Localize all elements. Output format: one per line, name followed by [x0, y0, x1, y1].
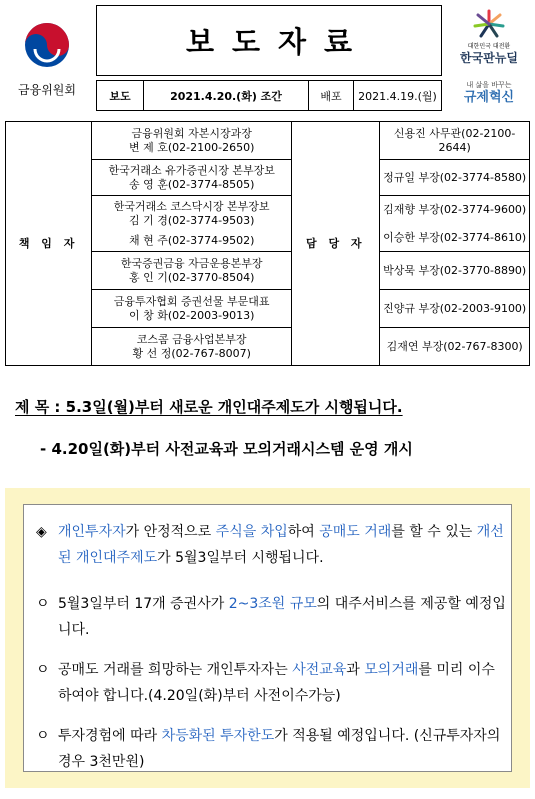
contact-cell: 박상묵 부장(02-3770-8890) [380, 252, 530, 290]
release-label: 보도 [97, 81, 144, 110]
summary-text [36, 519, 506, 571]
taegeuk-emblem-icon [5, 5, 89, 85]
responsible-cell [92, 122, 292, 160]
release-date: 2021.4.20.(화) 조간 [144, 81, 309, 110]
highlighted-text: 2~3조원 규모 [228, 596, 317, 612]
responsible-org: 한국증권금융 자금운용본부장 [120, 256, 263, 270]
body-text: 가 5월3일부터 시행됩니다. [157, 550, 324, 566]
body-text: 의 대주서비스를 제공할 예정입니다. [58, 596, 506, 638]
summary-text [36, 591, 506, 643]
regulation-innovation-logo [448, 81, 530, 111]
responsible-person: 이 창 화(02-2003-9013) [128, 308, 255, 322]
responsible-cell [92, 328, 292, 366]
responsible-person: 채 현 주(02-3774-9502) [128, 233, 255, 247]
distribution-label: 배포 [309, 81, 354, 110]
summary-item [36, 723, 506, 775]
campaign-logos [448, 5, 530, 111]
responsible-cell [92, 196, 292, 252]
highlighted-text: 주식을 차입 [215, 524, 288, 540]
responsible-org: 금융위원회 자본시장과장 [131, 126, 252, 140]
highlighted-text: 모의거래 [364, 662, 419, 678]
summary-item [36, 657, 506, 709]
contact-person: 김재향 부장(02-3774-9600) [383, 202, 527, 216]
contact-cell: 진양규 부장(02-2003-9100) [380, 290, 530, 328]
responsible-person: 홍 인 기(02-3770-8504) [128, 270, 255, 284]
fsc-logo [5, 5, 89, 111]
responsible-cell [92, 160, 292, 196]
responsible-org: 한국거래소 코스닥시장 본부장보 [113, 199, 270, 213]
contact-cell [380, 196, 530, 252]
new-deal-caption: 대한민국 대전환 [467, 43, 511, 50]
new-deal-logo [448, 5, 530, 67]
regulation-title: 규제혁신 [463, 90, 515, 105]
responsible-person: 송 영 훈(02-3774-8505) [128, 177, 255, 191]
highlighted-text: 개인투자자 [58, 524, 126, 540]
responsible-person: 김 기 경(02-3774-9503) [128, 213, 255, 227]
new-deal-title: 한국판뉴딜 [460, 51, 518, 65]
contact-cell: 김재연 부장(02-767-8300) [380, 328, 530, 366]
distribution-date: 2021.4.19.(월) [358, 89, 437, 103]
body-text: 과 [346, 662, 365, 678]
responsible-org: 코스콤 금융사업본부장 [136, 332, 247, 346]
contact-person: 이승한 부장(02-3774-8610) [383, 230, 527, 244]
body-text: 하여 [287, 524, 320, 540]
diamond-bullet-icon: ◈ [36, 524, 47, 540]
contact-cell: 정규일 부장(02-3774-8580) [380, 160, 530, 196]
responsible-header: 책 임 자 [6, 122, 92, 366]
summary-text [36, 723, 506, 775]
highlighted-text: 개선된 개인대주제도 [58, 524, 504, 566]
document-title: 보도자료 [96, 5, 442, 76]
body-text: 를 미리 이수하여야 합니다.(4.20일(화)부터 사전이수가능) [58, 662, 495, 704]
summary-panel [5, 488, 530, 788]
responsible-org: 한국거래소 유가증권시장 본부장보 [108, 163, 275, 177]
regulation-caption: 내 삶을 바꾸는 [466, 81, 512, 89]
contact-cell: 신용진 사무관(02-2100-2644) [380, 122, 530, 160]
circle-bullet-icon: ㅇ [36, 728, 50, 744]
highlighted-text: 사전교육 [292, 662, 347, 678]
org-name: 금융위원회 [18, 83, 76, 97]
subtitle-line: - 4.20일(화)부터 사전교육과 모의거래시스템 운영 개시 [40, 440, 413, 458]
responsible-person: 황 선 정(02-767-8007) [132, 346, 251, 360]
body-text: 5월3일부터 17개 증권사가 [58, 596, 229, 612]
highlighted-text: 차등화된 투자한도 [161, 728, 275, 744]
subject-line: 제 목 : 5.3일(월)부터 새로운 개인대주제도가 시행됩니다. [15, 398, 403, 416]
responsible-cell [92, 252, 292, 290]
summary-item [36, 591, 506, 643]
contact-header: 담 당 자 [292, 122, 380, 366]
contacts-table [5, 121, 530, 366]
body-text: 공매도 거래를 희망하는 개인투자자는 [58, 662, 293, 678]
responsible-org: 금융투자협회 증권선물 부문대표 [113, 294, 270, 308]
summary-text [36, 657, 506, 709]
responsible-person: 변 제 호(02-2100-2650) [128, 140, 255, 154]
highlighted-text: 공매도 거래 [319, 524, 392, 540]
new-deal-burst-icon [469, 9, 509, 39]
body-text: 투자경험에 따라 [58, 728, 162, 744]
release-info-row [96, 80, 442, 111]
circle-bullet-icon: ㅇ [36, 662, 50, 678]
summary-box [23, 504, 512, 772]
body-text: 가 안정적으로 [125, 524, 216, 540]
body-text: 를 할 수 있는 [391, 524, 477, 540]
responsible-cell [92, 290, 292, 328]
body-text: 가 적용될 예정입니다. (신규투자자의 경우 3천만원) [58, 728, 501, 770]
summary-item-main [36, 519, 506, 571]
circle-bullet-icon: ㅇ [36, 596, 50, 612]
